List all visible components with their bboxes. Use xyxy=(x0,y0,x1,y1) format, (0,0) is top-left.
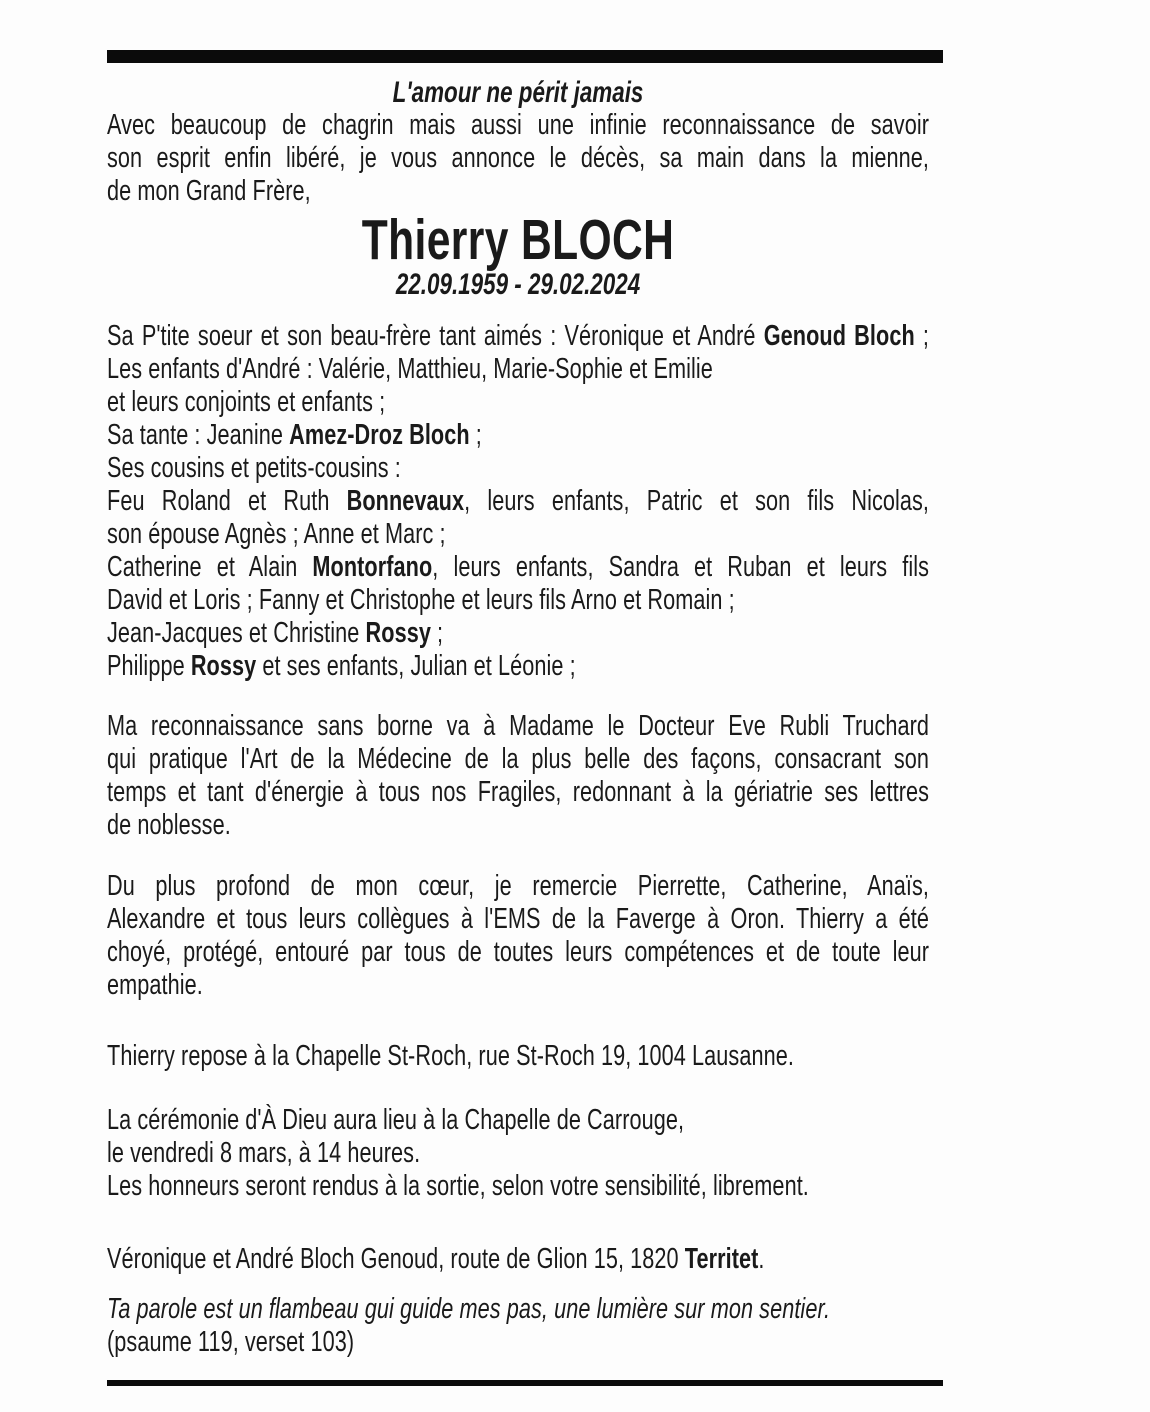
gratitude-line: Ma reconnaissance sans borne va à Madame le Docteur Eve Rubli Truchard xyxy=(107,710,930,742)
family-line: Ses cousins et petits-cousins : xyxy=(107,452,401,484)
deceased-name: Thierry BLOCH xyxy=(361,208,675,272)
thanks-line: empathie. xyxy=(107,969,203,1001)
ceremony-line: La cérémonie d'À Dieu aura lieu à la Chapelle de Carrouge, xyxy=(107,1104,685,1136)
notice-content xyxy=(107,62,929,1359)
repose-line: Thierry repose à la Chapelle St-Roch, rue St-Roch 19, 1004 Lausanne. xyxy=(107,1040,794,1072)
family-line: Feu Roland et Ruth Bonnevaux, leurs enfants, Patric et son fils Nicolas, xyxy=(107,485,930,517)
quote-line: Ta parole est un flambeau gui guide mes pas, une lumière sur mon sentier. xyxy=(107,1293,831,1325)
bottom-rule xyxy=(107,1380,943,1386)
family-list xyxy=(107,320,929,683)
family-line: Jean-Jacques et Christine Rossy ; xyxy=(107,617,444,649)
ceremony-paragraph xyxy=(107,1104,929,1203)
gratitude-line: qui pratique l'Art de la Médecine de la plus belle des façons, consacrant son xyxy=(107,743,930,775)
family-line: Philippe Rossy et ses enfants, Julian et Léonie ; xyxy=(107,650,576,682)
gratitude-line: temps et tant d'énergie à tous nos Fragiles, redonnant à la gériatrie ses lettres xyxy=(107,776,930,808)
scripture-quote xyxy=(107,1293,929,1359)
gratitude-line: de noblesse. xyxy=(107,809,231,841)
intro-line: de mon Grand Frère, xyxy=(107,175,311,207)
address-line: Véronique et André Bloch Genoud, route de Glion 15, 1820 Territet. xyxy=(107,1243,765,1275)
thanks-line: choyé, protégé, entouré par tous de toutes leurs compétences et de toute leur xyxy=(107,936,930,968)
intro-line: Avec beaucoup de chagrin mais aussi une infinie reconnaissance de savoir xyxy=(107,109,930,141)
ceremony-line: Les honneurs seront rendus à la sortie, selon votre sensibilité, librement. xyxy=(107,1170,809,1202)
family-line: David et Loris ; Fanny et Christophe et leurs fils Arno et Romain ; xyxy=(107,584,735,616)
family-line: Sa P'tite soeur et son beau-frère tant aimés : Véronique et André Genoud Bloch ; xyxy=(107,320,930,352)
quote-source: (psaume 119, verset 103) xyxy=(107,1326,355,1358)
family-line: son épouse Agnès ; Anne et Marc ; xyxy=(107,518,446,550)
family-line: et leurs conjoints et enfants ; xyxy=(107,386,386,418)
thanks-line: Alexandre et tous leurs collègues à l'EMS de la Faverge à Oron. Thierry a été xyxy=(107,903,930,935)
family-line: Catherine et Alain Montorfano, leurs enfants, Sandra et Ruban et leurs fils xyxy=(107,551,930,583)
gratitude-paragraph xyxy=(107,710,929,842)
family-line: Sa tante : Jeanine Amez-Droz Bloch ; xyxy=(107,419,482,451)
notice-text-column xyxy=(107,76,929,1359)
intro-paragraph xyxy=(107,109,929,208)
life-dates: 22.09.1959 - 29.02.2024 xyxy=(395,268,641,301)
thanks-paragraph xyxy=(107,870,929,1002)
ceremony-line: le vendredi 8 mars, à 14 heures. xyxy=(107,1137,421,1169)
intro-line: son esprit enfin libéré, je vous annonce le décès, sa main dans la mienne, xyxy=(107,142,930,174)
motto: L'amour ne périt jamais xyxy=(392,76,644,109)
thanks-line: Du plus profond de mon cœur, je remercie Pierrette, Catherine, Anaïs, xyxy=(107,870,930,902)
family-line: Les enfants d'André : Valérie, Matthieu, Marie-Sophie et Emilie xyxy=(107,353,713,385)
